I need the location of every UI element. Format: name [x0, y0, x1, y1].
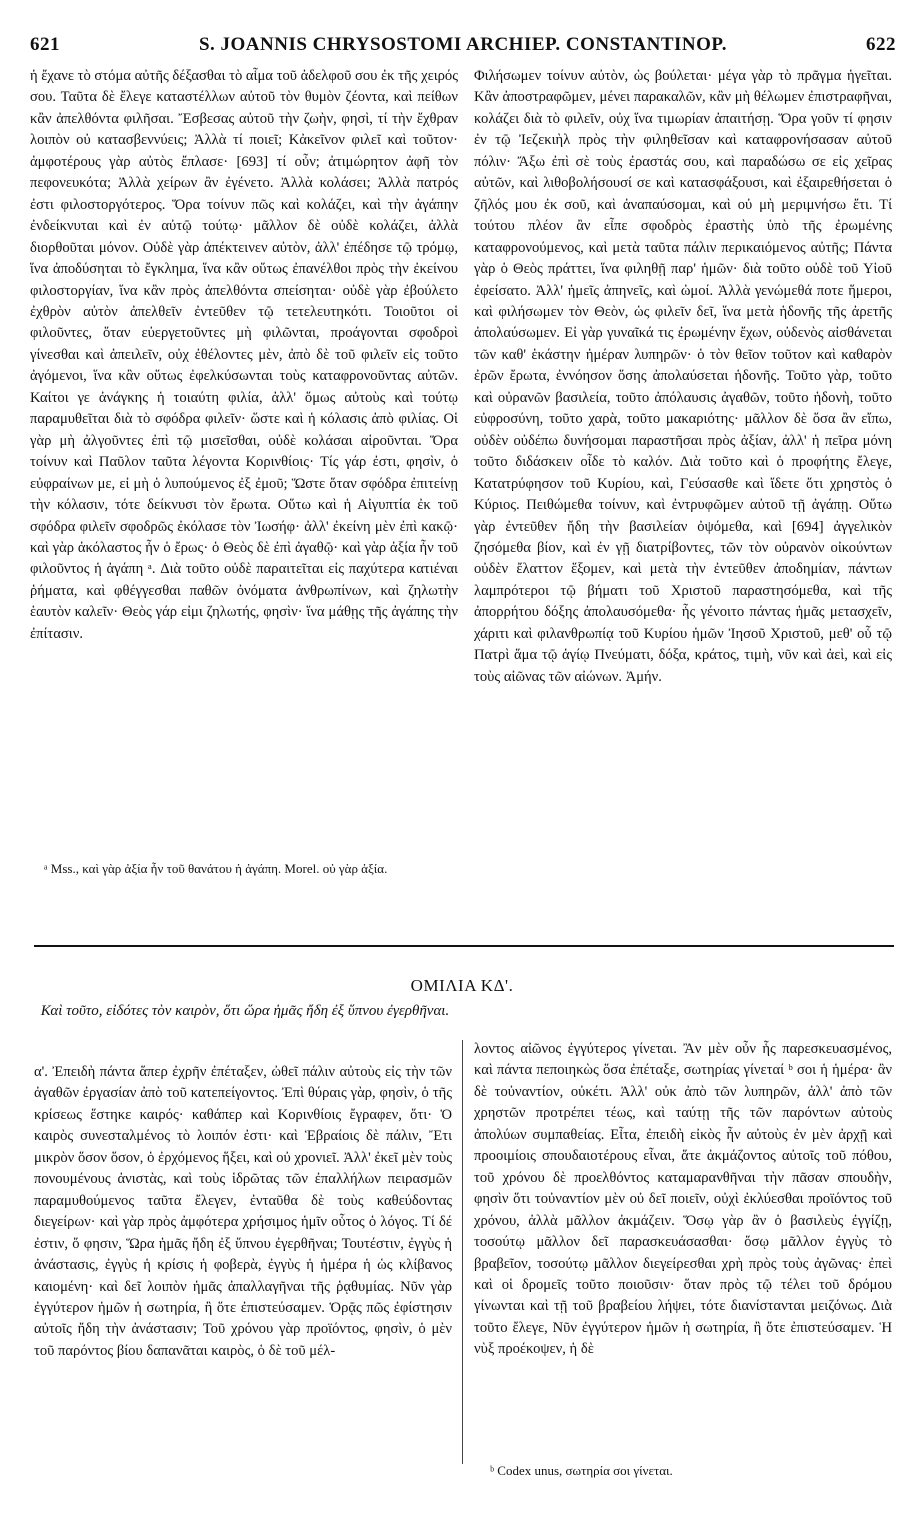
homily-epigraph: Καὶ τοῦτο, εἰδότες τὸν καιρὸν, ὅτι ὥρα ἡμᾶς ἤδη ἐξ ὕπνου ἐγερθῆναι. — [40, 1003, 450, 1019]
body-text: λοντος αἰῶνος ἐγγύτερος γίνεται. Ἂν μὲν οὖν ἧς παρεσκευασμένος, καὶ πάντα πεποιηκὼς ὅσα ἐπέταξε, σωτηρίας γίνεταί ᵇ σοι ἡ ἡμέρα· ἂν δὲ τοὐναντίον, οὐκέτι. Ἀλλ' οὐκ ἀπὸ τῶν λυπηρῶν, ἀλλ' ἀπὸ τῶν χρηστῶν προτρέπει τέως, καὶ ταύτῃ τῆς τῶν παρόντων αὐτοὺς ἀπολύων συμπαθείας. Εἶτα, ἐπειδὴ εἰκὸς ἦν αὐτοὺς ἐν μὲν ἀρχῇ καὶ προοιμίοις σπουδαιοτέρους εἶναι, ἅτε ἀκμάζοντος αὐτοῖς τοῦ πόθου, τοῦ χρόνου δὲ προελθόντος καταμαρανθῆναι τὴν πᾶσαν σπουδὴν, φησὶν ὅτι τοὐναντίον μὲν οὐ δεῖ ποιεῖν, οὐχὶ ἐκλύεσθαι προϊόντος τοῦ χρόνου, ἀλλὰ μᾶλλον ἀκμάζειν. Ὅσῳ γὰρ ἂν ὁ βασιλεὺς ἐγγίζῃ, τοσούτῳ μᾶλλον δεῖ παρασκευάσασθαι· ὅσῳ μᾶλλον ἐγγὺς τὸ βραβεῖον, τοσούτῳ μᾶλλον διεγείρεσθαι χρὴ πρὸς τοὺς ἀγῶνας· ἐπεὶ καὶ οἱ δρομεῖς τοῦτο ποιοῦσιν· ὅταν πρὸς τῷ τέλει τοῦ δρόμου γίνωνται καὶ τῇ τοῦ βραβείου λήψει, τότε διανίστανται μειζόνως. Διὰ τοῦτο ἔλεγε, Νῦν ἐγγύτερον ἡμῶν ἡ σωτηρία, ἢ ὅτε ἐπιστεύσαμεν. Ἡ νὺξ προέκοψεν, ἡ δὲ — [474, 1041, 892, 1358]
column-divider — [462, 1040, 463, 1464]
section-rule — [34, 945, 894, 947]
homily-title: ΟΜΙΛΙΑ ΚΔ'. — [410, 976, 514, 995]
footnote-top: ᵃ Mss., καὶ γὰρ ἀξία ἦν τοῦ θανάτου ἡ ἀγάπη. Morel. οὐ γὰρ ἀξία. — [44, 861, 388, 876]
page-number-left: 621 — [30, 34, 60, 55]
body-text: α'. Ἐπειδὴ πάντα ἅπερ ἐχρῆν ἐπέταξεν, ὠθεῖ πάλιν αὐτοὺς εἰς τὴν τῶν ἀγαθῶν ἐργασίαν ἀπὸ τοῦ κατεπείγοντος. Ἐπὶ θύραις γὰρ, φησὶν, ὁ τῆς κρίσεως ἕστηκε καιρός· καθάπερ καὶ Κορινθίοις ἔγραφεν, ὅτι· Ὁ καιρὸς συνεσταλμένος τὸ λοιπόν ἐστι· καὶ Ἑβραίοις δὲ πάλιν, Ἔτι μικρὸν ὅσον ὅσον, ὁ ἐρχόμενος ἥξει, καὶ οὐ χρονιεῖ. Ἀλλ' ἐκεῖ μὲν τοὺς πονουμένους ἀνιστὰς, καὶ τοὺς ἱδρῶτας τῶν ἐπαλλήλων πειρασμῶν παραμυθούμενος ταῦτα ἔλεγεν, ἐνταῦθα δὲ τοὺς καθεύδοντας διεγείρων· καὶ γὰρ πρὸς ἀμφότερα χρήσιμος ἡμῖν οὗτος ὁ λόγος. Τί δέ ἐστιν, ὅ φησιν, Ὥρα ἡμᾶς ἤδη ἐξ ὕπνου ἐγερθῆναι; Τουτέστιν, ἐγγὺς ἡ ἀνάστασις, ἐγγὺς ἡ κρίσις ἡ φοβερὰ, ἐγγὺς ἡ ἡμέρα ἡ ὡς κλίβανος καιομένη· καὶ δεῖ λοιπὸν ἡμᾶς ἀπαλλαγῆναι τῆς ῥᾳθυμίας. Νῦν γὰρ ἐγγύτερον ἡμῶν ἡ σωτηρία, ἢ ὅτε ἐπιστεύσαμεν. Ὁρᾷς πῶς ἐφίστησιν αὐτοῖς ἤδη τὴν ἀνάστασιν; Τοῦ χρόνου γὰρ προϊόντος, φησὶν, ὁ μὲν τοῦ παρόντος βίου δαπανᾶται καιρὸς, ὁ δὲ τοῦ μέλ- — [34, 1064, 452, 1359]
column-bottom-right — [474, 1039, 892, 1361]
running-title: S. JOANNIS CHRYSOSTOMI ARCHIEP. CONSTANTINOP. — [198, 34, 728, 55]
column-bottom-left — [34, 1062, 452, 1362]
body-text: ἡ ἔχανε τὸ στόμα αὐτῆς δέξασθαι τὸ αἷμα τοῦ ἀδελφοῦ σου ἐκ τῆς χειρός σου. Ταῦτα δὲ ἔλεγε καταστέλλων αὐτοῦ τὸν θυμὸν ζέοντα, καὶ πείθων κἂν ἀπελθόντα φιλῆσαι. Ἔσβεσας αὐτοῦ τὴν ζωὴν, φησὶ, τί τὴν ἔχθραν λοιπὸν οὐ κατασβεννύεις; Ἀλλὰ τί ποιεῖ; Κἀκεῖνον φιλεῖ καὶ τοῦτον· ἀμφοτέρους γὰρ αὐτὸς ἔπλασε· [693] τί οὖν; ἀτιμώρητον ἀφῆ τὸν πεφονευκότα; Ἀλλὰ χείρων ἂν ἐγένετο. Ἀλλὰ κολάσει; Ἀλλὰ πατρός ἐστι φιλοστοργότερος. Ὅρα τοίνυν πῶς καὶ κολάζει, καὶ τὴν ἀγάπην ἐνδείκνυται καὶ ἐν αὐτῷ τούτῳ· μᾶλλον δὲ οὐδὲ κολάζει, ἀλλὰ διορθοῦται μόνον. Οὐδὲ γὰρ ἀπέκτεινεν αὐτὸν, ἀλλ' ἐπέδησε τῷ τρόμῳ, ἵνα ἀποδύσηται τὸ ἔγκλημα, ἵνα κἂν οὕτως ἐπανέλθοι πρὸς τὴν ἐκείνου φιλοστοργίαν, ἵνα κἂν πρὸς ἀπελθόντα σπείσηται· οὐδὲ γὰρ ἐβούλετο ἐχθρὸν αὐτὸν ἀπελθεῖν ἐντεῦθεν τῷ τετελευτηκότι. Τοιοῦτοι οἱ φιλοῦντες, ὅταν εὐεργετοῦντες μὴ φιλῶνται, προάγονται σφοδροὶ γίνεσθαι καὶ ἀπειλεῖν, οὐχ ἐθέλοντες μὲν, ἀπὸ δὲ τοῦ φιλεῖν εἰς τοῦτο ἀγόμενοι, ἵνα κἂν οὕτως ἐφελκύσωνται τοὺς καταφρονοῦντας αὐτῶν. Καίτοι γε ἀνάγκης ἡ τοιαύτη φιλία, ἀλλ' ὅμως αὐτοὺς καὶ τούτῳ παραμυθεῖται διὰ τὸ σφόδρα φιλεῖν· ὥστε καὶ ἡ κόλασις ἀπὸ φιλίας. Οἱ γὰρ μὴ ἀλγοῦντες ἐπὶ τῷ μισεῖσθαι, οὐδὲ κολάσαι αἱροῦνται. Ὅρα τοίνυν καὶ Παῦλον ταῦτα λέγοντα Κορινθίοις· Τίς γάρ ἐστι, φησὶν, ὁ εὐφραίνων με, εἰ μὴ ὁ λυπούμενος ἐξ ἐμοῦ; Ὥστε ὅταν σφόδρα ἐπιτείνῃ τὴν κόλασιν, τότε δείκνυσι τὸν ἔρωτα. Οὕτω καὶ ἡ Αἰγυπτία ἐκ τοῦ σφόδρα φιλεῖν σφοδρῶς ἐκόλασε τὸν Ἰωσήφ· ἀλλ' ἐκείνη μὲν ἐπὶ κακῷ· καὶ γὰρ ἀκόλαστος ἦν ὁ ἔρως· ὁ Θεὸς δὲ ἐπὶ ἀγαθῷ· καὶ γὰρ ἀξία ἦν τοῦ φιλοῦντος ἡ ἀγάπη ᵃ. Διὰ τοῦτο οὐδὲ παραιτεῖται εἰς παχύτερα κατιέναι ῥήματα, καὶ φθέγγεσθαι παθῶν ὀνόματα ἀνθρωπίνων, καὶ ζηλωτὴν ἑαυτὸν καλεῖν· Θεὸς γάρ εἰμι ζηλωτής, φησὶν· ἵνα μάθῃς τῆς ἀγάπης τὴν ἐπίτασιν. — [30, 68, 458, 642]
column-top-left — [30, 66, 458, 645]
footnote-bottom: ᵇ Codex unus, σωτηρία σοι γίνεται. — [490, 1463, 673, 1478]
body-text: Φιλήσωμεν τοίνυν αὐτὸν, ὡς βούλεται· μέγα γὰρ τὸ πρᾶγμα ἡγεῖται. Κἂν ἀποστραφῶμεν, μένει παρακαλῶν, κἂν μὴ θέλωμεν ἐπιστραφῆναι, κολάζει διὰ τὸ φιλεῖν, οὐχ ἵνα τιμωρίαν ἀπαιτήσῃ. Ὅρα γοῦν τί φησιν ἐν τῷ Ἰεζεκιὴλ πρὸς τὴν φιληθεῖσαν καὶ καταφρονήσασαν αὐτοῦ πόλιν· Ἄξω ἐπὶ σὲ τοὺς ἐραστάς σου, καὶ παραδώσω σε εἰς χεῖρας αὐτῶν, καὶ λιθοβολήσουσί σε καὶ κατασφάξουσι, καὶ ἐξαιρεθήσεται ὁ ζῆλός μου ἐκ σοῦ, καὶ ἀναπαύσομαι, καὶ οὐ μὴ μεριμνήσω ἔτι. Τί τούτου πλέον ἂν εἶπε σφοδρὸς ἐραστὴς ὑπὸ τῆς ἐρωμένης καταφρονούμενος, καὶ μετὰ ταῦτα πάλιν περικαιόμενος αὐτῆς; Πάντα γὰρ ὁ Θεὸς πράττει, ἵνα φιληθῇ παρ' ἡμῶν· διὰ τοῦτο οὐδὲ τοῦ Υἱοῦ ἐφείσατο. Ἀλλ' ἡμεῖς ἀπηνεῖς, καὶ ὠμοί. Ἀλλὰ γενώμεθά ποτε ἥμεροι, καὶ φιλήσωμεν τὸν Θεὸν, ὡς φιλεῖν δεῖ, ἵνα μετὰ ἡδονῆς τῆς ἀρετῆς ἀπολαύσωμεν. Εἰ γὰρ γυναῖκά τις ἐρωμένην ἔχων, οὐδενὸς αἰσθάνεται τῶν καθ' ἑκάστην ἡμέραν λυπηρῶν· ὁ τὸν θεῖον τοῦτον καὶ καθαρὸν ἐρῶν ἔρωτα, ἐννόησον ὅσης ἀπολαύσεται ἡδονῆς. Τοῦτο γὰρ, τοῦτο καὶ οὐρανῶν βασιλεία, τοῦτο ἀπόλαυσις ἀγαθῶν, τοῦτο ἡδονὴ, τοῦτο εὐφροσύνη, τοῦτο χαρὰ, τοῦτο μακαριότης· μᾶλλον δὲ ὅσα ἂν εἴπω, οὐδὲν οὐδέπω δυνήσομαι παραστῆσαι πρὸς ἀξίαν, ἀλλ' ἡ πεῖρα μόνη τοῦτο διδάσκειν οἶδε τὸ καλόν. Διὰ τοῦτο καὶ ὁ προφήτης ἔλεγε, Κατατρύφησον τοῦ Κυρίου, καὶ, Γεύσασθε καὶ ἴδετε ὅτι χρηστὸς ὁ Κύριος. Πειθώμεθα τοίνυν, καὶ ἐντρυφῶμεν αὐτοῦ τῇ ἀγάπῃ. Οὕτω γὰρ ἐντεῦθεν ἤδη τὴν βασιλείαν ὀψόμεθα, καὶ [694] ἀγγελικὸν ζησόμεθα βίον, καὶ ἐν γῇ διατρίβοντες, τῶν τὸν οὐρανὸν οἰκούντων οὐδὲν ἔλαττον ἕξομεν, καὶ μετὰ τὴν ἐντεῦθεν ἀποδημίαν, πάντων λαμπρότεροι τῷ βήματι τοῦ Χριστοῦ παραστησόμεθα, καὶ τῆς ἀπορρήτου δόξης ἀπολαυσόμεθα· ἧς γένοιτο πάντας ἡμᾶς μετασχεῖν, χάριτι καὶ φιλανθρωπίᾳ τοῦ Κυρίου ἡμῶν Ἰησοῦ Χριστοῦ, μεθ' οὗ τῷ Πατρὶ ἅμα τῷ ἁγίῳ Πνεύματι, δόξα, κράτος, τιμὴ, νῦν καὶ ἀεὶ, καὶ εἰς τοὺς αἰῶνας τῶν αἰώνων. Ἀμήν. — [474, 68, 892, 685]
running-head — [30, 34, 896, 60]
page-number-right: 622 — [866, 34, 896, 55]
column-top-right — [474, 66, 892, 688]
